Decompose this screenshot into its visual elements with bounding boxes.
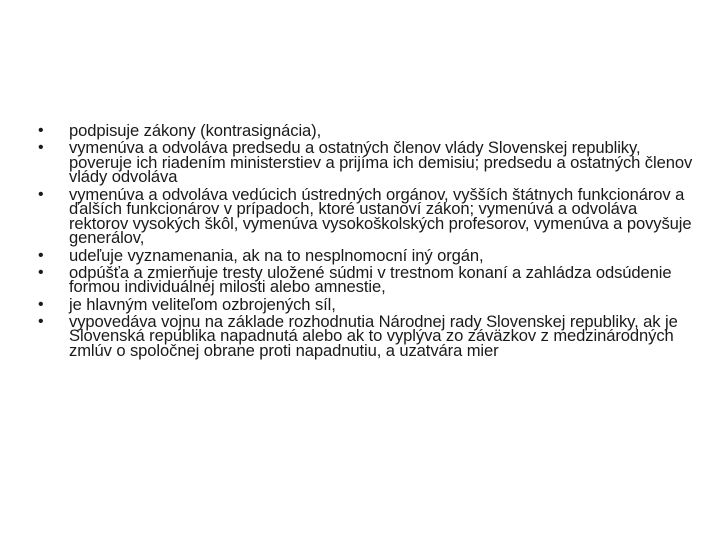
- list-item-text: podpisuje zákony (kontrasignácia),: [69, 121, 322, 140]
- list-item: [38, 294, 693, 314]
- bullet-icon: •: [38, 312, 44, 330]
- bullet-icon: •: [38, 246, 44, 264]
- list-item-text: vymenúva a odvoláva predsedu a ostatných členov vlády Slovenskej republiky, poveruje ich riadením ministerstiev a prijíma ich demisiu; predsedu a ostatných členov vlády odvoláva: [69, 138, 693, 187]
- list-item: [38, 184, 693, 248]
- bullet-icon: •: [38, 185, 44, 203]
- bullet-icon: •: [38, 139, 44, 157]
- list-item-text: vymenúva a odvoláva vedúcich ústredných orgánov, vyšších štátnych funkcionárov a ďalších funkcionárov v prípadoch, ktoré ustanoví zákon; vymenúva a odvoláva rektorov vysokých škôl, vymenúva vysokoškolských profesorov, vymenúva a povyšuje generálov,: [69, 184, 692, 248]
- list-item: [38, 121, 693, 140]
- list-item: [38, 311, 693, 360]
- list-item: [38, 138, 693, 187]
- list-item: [38, 262, 693, 297]
- bullet-icon: •: [38, 122, 44, 139]
- list-item-text: vypovedáva vojnu na základe rozhodnutia Národnej rady Slovenskej republiky, ak je Slovenská republika napadnutá alebo ak to vyplýva zo záväzkov z medzinárodných zmlúv o spoločnej obrane proti napadnutiu, a uzatvára mier: [69, 311, 678, 360]
- list-item-text: udeľuje vyznamenania, ak na to nesplnomocní iný orgán,: [69, 245, 484, 265]
- list-item-text: odpúšťa a zmierňuje tresty uložené súdmi v trestnom konaní a zahládza odsúdenie formou individuálnej milosti alebo amnestie,: [69, 262, 672, 297]
- list-item-text: je hlavným veliteľom ozbrojených síl,: [69, 294, 336, 314]
- bullet-icon: •: [38, 295, 44, 313]
- list-item: [38, 245, 693, 265]
- bullet-icon: •: [38, 263, 44, 281]
- bullet-list: [38, 121, 693, 361]
